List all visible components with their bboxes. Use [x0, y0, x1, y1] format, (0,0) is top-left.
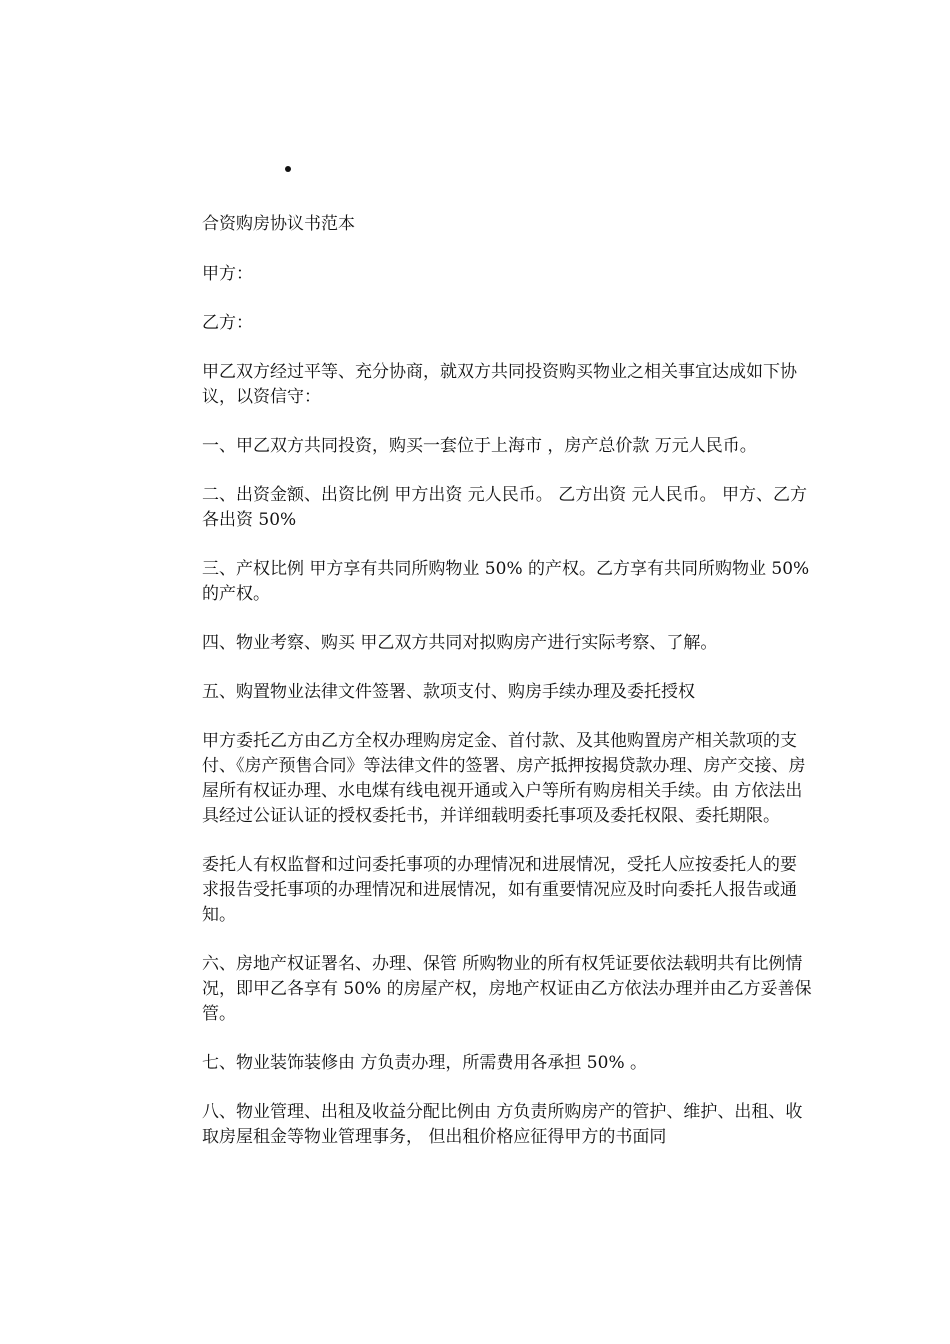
document-title: 合资购房协议书范本: [202, 214, 355, 234]
document-body: [202, 212, 815, 1174]
paragraph-clause-7: 七、物业装饰装修由 方负责办理，所需费用各承担 50% 。: [202, 1053, 647, 1073]
paragraph-clause-5-supervision: 委托人有权监督和过问委托事项的办理情况和进展情况，受托人应按委托人的要求报告受托事项的办理情况和进展情况，如有重要情况应及时向委托人报告或通知。: [202, 855, 797, 925]
paragraph-clause-4: 四、物业考察、购买 甲乙双方共同对拟购房产进行实际考察、了解。: [202, 633, 718, 653]
party-b-line: 乙方：: [202, 313, 253, 333]
paragraph-clause-8: 八、物业管理、出租及收益分配比例由 方负责所购房产的管护、维护、出租、收取房屋租金等物业管理事务， 但出租价格应征得甲方的书面同: [202, 1102, 803, 1147]
paragraph-clause-6: 六、房地产权证署名、办理、保管 所购物业的所有权凭证要依法载明共有比例情况，即甲乙各享有 50% 的房屋产权，房地产权证由乙方依法办理并由乙方妥善保管。: [202, 954, 812, 1024]
paragraph-clause-3: 三、产权比例 甲方享有共同所购物业 50% 的产权。乙方享有共同所购物业 50% 的产权。: [202, 559, 815, 604]
paragraph-clause-1: 一、甲乙双方共同投资，购买一套位于上海市 ，房产总价款 万元人民币。: [202, 436, 757, 456]
paragraph-clause-5-detail: 甲方委托乙方由乙方全权办理购房定金、首付款、及其他购置房产相关款项的支付、《房产预售合同》等法律文件的签署、房产抵押按揭贷款办理、房产交接、房屋所有权证办理、水电煤有线电视开通或入户等所有购房相关手续。由 方依法出具经过公证认证的授权委托书，并详细载明委托事项及委托权限、委托期限。: [202, 731, 806, 826]
paragraph-preamble: 甲乙双方经过平等、充分协商，就双方共同投资购买物业之相关事宜达成如下协议，以资信守：: [202, 362, 797, 407]
paragraph-clause-2: 二、出资金额、出资比例 甲方出资 元人民币。 乙方出资 元人民币。 甲方、乙方各出资 50%: [202, 485, 808, 530]
paragraph-clause-5: 五、购置物业法律文件签署、款项支付、购房手续办理及委托授权: [202, 682, 695, 702]
bullet-dot: [285, 166, 291, 172]
party-a-line: 甲方：: [202, 264, 253, 284]
